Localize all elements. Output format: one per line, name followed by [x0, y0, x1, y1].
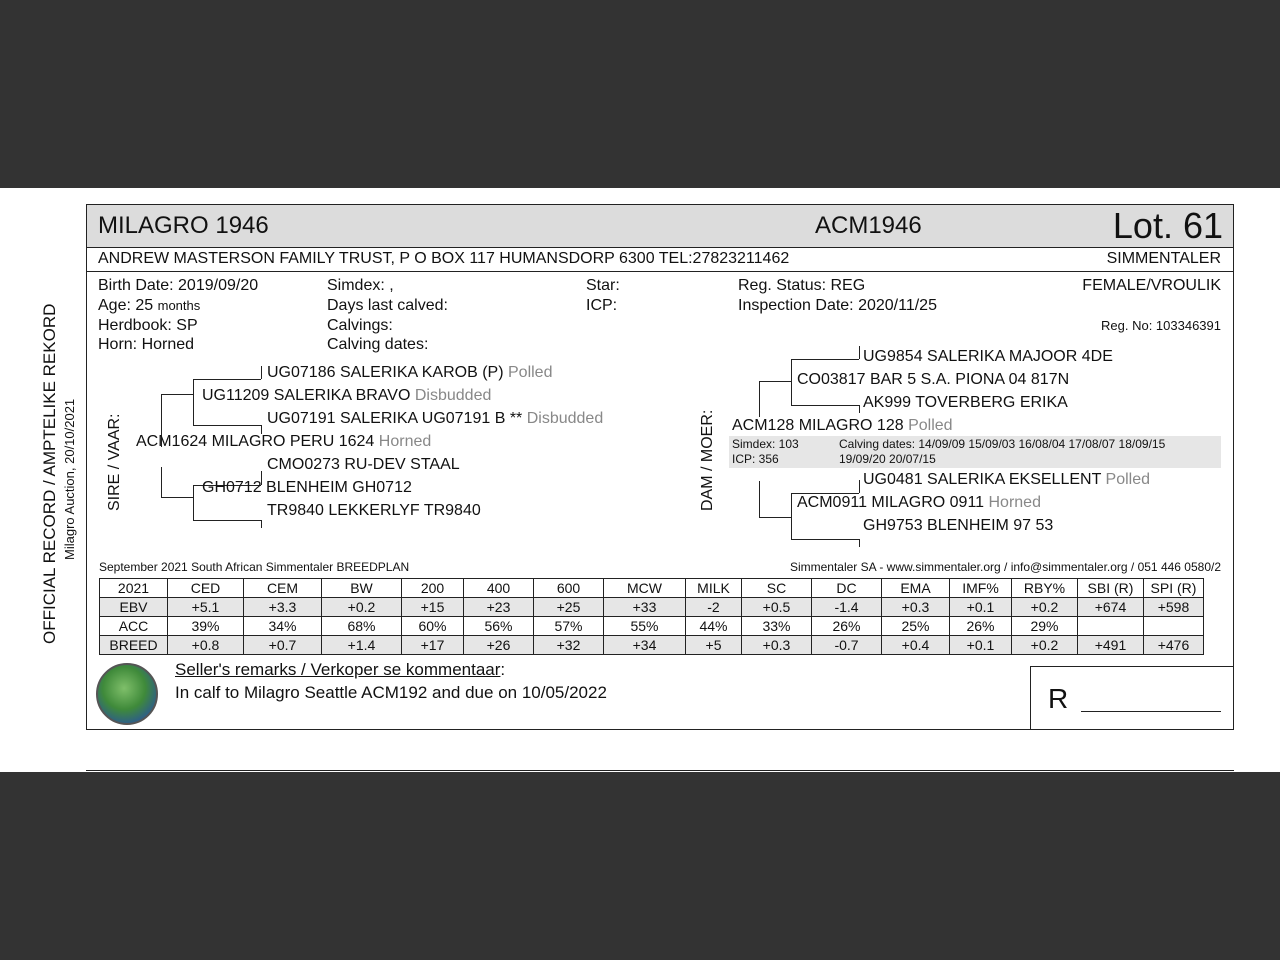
dam-simdex: Simdex: 103	[732, 437, 799, 451]
ebv-cell: MCW	[604, 579, 686, 598]
lot-sheet	[0, 188, 1280, 772]
ebv-cell: 33%	[742, 617, 812, 636]
ebv-cell: -1.4	[812, 598, 882, 617]
ebv-cell: +0.4	[882, 636, 950, 655]
dam-ggd2: GH9753 BLENHEIM 97 53	[863, 517, 1054, 534]
ebv-cell: IMF%	[950, 579, 1012, 598]
calving-dates: Calving dates:	[327, 336, 429, 353]
icp: ICP:	[586, 297, 618, 314]
ebv-cell: EMA	[882, 579, 950, 598]
ebv-cell: MILK	[686, 579, 742, 598]
ebv-cell	[1078, 617, 1144, 636]
ebv-row-label: BREED	[100, 636, 168, 655]
ebv-cell: +0.1	[950, 636, 1012, 655]
dam-gd: ACM0911 MILAGRO 0911 Horned	[797, 494, 1041, 511]
price-box	[1030, 666, 1234, 730]
ebv-cell: +3.3	[244, 598, 322, 617]
ebv-cell: +0.8	[168, 636, 244, 655]
dam-ggs1: UG9854 SALERIKA MAJOOR 4DE	[863, 348, 1113, 365]
ebv-cell: +32	[534, 636, 604, 655]
reg-number: Reg. No: 103346391	[1101, 318, 1221, 333]
sire-name: ACM1624 MILAGRO PERU 1624 Horned	[136, 433, 432, 450]
sire-ggs2: CMO0273 RU-DEV STAAL	[267, 456, 460, 473]
ebv-cell: 60%	[402, 617, 464, 636]
ebv-table-body	[100, 579, 1204, 655]
ebv-cell: +0.3	[882, 598, 950, 617]
ebv-cell: +674	[1078, 598, 1144, 617]
breedplan-note: September 2021 South African Simmentaler BREEDPLAN	[99, 560, 410, 574]
official-record-label: OFFICIAL RECORD / AMPTELIKE REKORD	[40, 303, 59, 644]
ebv-cell: +598	[1144, 598, 1204, 617]
card-header	[87, 205, 1233, 248]
ebv-cell: 44%	[686, 617, 742, 636]
ebv-cell: +476	[1144, 636, 1204, 655]
age: Age: 25 months	[98, 297, 201, 314]
bottom-rule	[86, 770, 1234, 771]
ebv-row-label: EBV	[100, 598, 168, 617]
sire-gs1: UG11209 SALERIKA BRAVO Disbudded	[202, 387, 492, 404]
ebv-cell: 26%	[812, 617, 882, 636]
ebv-cell: 26%	[950, 617, 1012, 636]
ebv-cell: SPI (R)	[1144, 579, 1204, 598]
ebv-row	[100, 579, 1204, 598]
remarks-text: In calf to Milagro Seattle ACM192 and due on 10/05/2022	[175, 683, 607, 702]
animal-name: MILAGRO 1946	[98, 212, 269, 239]
ebv-cell: +5.1	[168, 598, 244, 617]
ebv-cell: +1.4	[322, 636, 402, 655]
ebv-cell: +34	[604, 636, 686, 655]
sex: FEMALE/VROULIK	[1082, 277, 1221, 294]
ebv-cell: 200	[402, 579, 464, 598]
dam-icp: ICP: 356	[732, 452, 779, 466]
owner-row	[87, 247, 1233, 272]
birth-date: Birth Date: 2019/09/20	[98, 277, 259, 294]
inspection-date: Inspection Date: 2020/11/25	[738, 297, 937, 314]
ebv-cell: +0.3	[742, 636, 812, 655]
lot-number: Lot. 61	[1112, 205, 1223, 246]
ebv-cell: 39%	[168, 617, 244, 636]
dam-calving-dates-1: Calving dates: 14/09/09 15/09/03 16/08/04 17/08/07 18/09/15	[839, 437, 1166, 451]
price-line	[1081, 711, 1221, 712]
simmentaler-contact: Simmentaler SA - www.simmentaler.org / info@simmentaler.org / 051 446 0580/2	[789, 560, 1221, 574]
ebv-cell: 56%	[464, 617, 534, 636]
ebv-cell: +17	[402, 636, 464, 655]
ebv-row	[100, 636, 1204, 655]
ebv-cell: SC	[742, 579, 812, 598]
horn-status: Horn: Horned	[98, 336, 195, 353]
ebv-cell: +15	[402, 598, 464, 617]
dam-calving-dates-2: 19/09/20 20/07/15	[839, 452, 936, 466]
ebv-row	[100, 598, 1204, 617]
ebv-cell: -2	[686, 598, 742, 617]
ebv-table	[99, 578, 1204, 655]
ebv-cell: 34%	[244, 617, 322, 636]
ebv-cell: +0.2	[1012, 636, 1078, 655]
calvings: Calvings:	[327, 317, 393, 334]
ebv-cell: 29%	[1012, 617, 1078, 636]
ebv-cell: +0.2	[322, 598, 402, 617]
remarks-heading: Seller's remarks / Verkoper se kommentaar:	[175, 660, 506, 679]
star: Star:	[586, 277, 620, 294]
ebv-row-label: ACC	[100, 617, 168, 636]
dam-name: ACM128 MILAGRO 128 Polled	[732, 417, 953, 434]
sire-ggd2: TR9840 LEKKERLYF TR9840	[267, 502, 481, 519]
herdbook: Herdbook: SP	[98, 317, 198, 334]
simmentaler-logo-icon	[96, 663, 158, 725]
ebv-row	[100, 617, 1204, 636]
ebv-cell: +0.5	[742, 598, 812, 617]
days-last-calved: Days last calved:	[327, 297, 448, 314]
ebv-cell: CEM	[244, 579, 322, 598]
ebv-cell: +5	[686, 636, 742, 655]
reg-status: Reg. Status: REG	[738, 277, 866, 294]
ebv-cell: 25%	[882, 617, 950, 636]
dam-label: DAM / MOER:	[699, 409, 716, 511]
ebv-cell: +26	[464, 636, 534, 655]
sire-label: SIRE / VAAR:	[106, 413, 123, 511]
animal-reg-id: ACM1946	[815, 212, 922, 239]
ebv-cell: +33	[604, 598, 686, 617]
sire-ggs1: UG07186 SALERIKA KAROB (P) Polled	[267, 364, 553, 381]
ebv-cell: +23	[464, 598, 534, 617]
price-currency: R	[1048, 683, 1069, 714]
sire-gd1: GH0712 BLENHEIM GH0712	[202, 479, 412, 496]
ebv-cell: 55%	[604, 617, 686, 636]
auction-label: Milagro Auction, 20/10/2021	[62, 398, 77, 560]
owner-text: ANDREW MASTERSON FAMILY TRUST, P O BOX 117 HUMANSDORP 6300 TEL:27823211462	[98, 250, 790, 267]
ebv-cell: 57%	[534, 617, 604, 636]
ebv-cell: 600	[534, 579, 604, 598]
breed-name: SIMMENTALER	[1106, 250, 1221, 267]
simdex: Simdex: ,	[327, 277, 394, 294]
ebv-cell: +25	[534, 598, 604, 617]
ebv-row-label: 2021	[100, 579, 168, 598]
dam-ggs2: UG0481 SALERIKA EKSELLENT Polled	[863, 471, 1150, 488]
ebv-cell: SBI (R)	[1078, 579, 1144, 598]
ebv-cell: RBY%	[1012, 579, 1078, 598]
dam-gs: CO03817 BAR 5 S.A. PIONA 04 817N	[797, 371, 1070, 388]
lot-card	[86, 204, 1234, 730]
ebv-cell: CED	[168, 579, 244, 598]
ebv-cell: +0.2	[1012, 598, 1078, 617]
dam-ggd1: AK999 TOVERBERG ERIKA	[863, 394, 1068, 411]
ebv-cell: 400	[464, 579, 534, 598]
ebv-cell: 68%	[322, 617, 402, 636]
ebv-cell: +0.1	[950, 598, 1012, 617]
ebv-cell: DC	[812, 579, 882, 598]
ebv-cell: -0.7	[812, 636, 882, 655]
ebv-cell: +0.7	[244, 636, 322, 655]
ebv-cell	[1144, 617, 1204, 636]
ebv-cell: +491	[1078, 636, 1144, 655]
ebv-cell: BW	[322, 579, 402, 598]
sire-ggd1: UG07191 SALERIKA UG07191 B ** Disbudded	[267, 410, 604, 427]
